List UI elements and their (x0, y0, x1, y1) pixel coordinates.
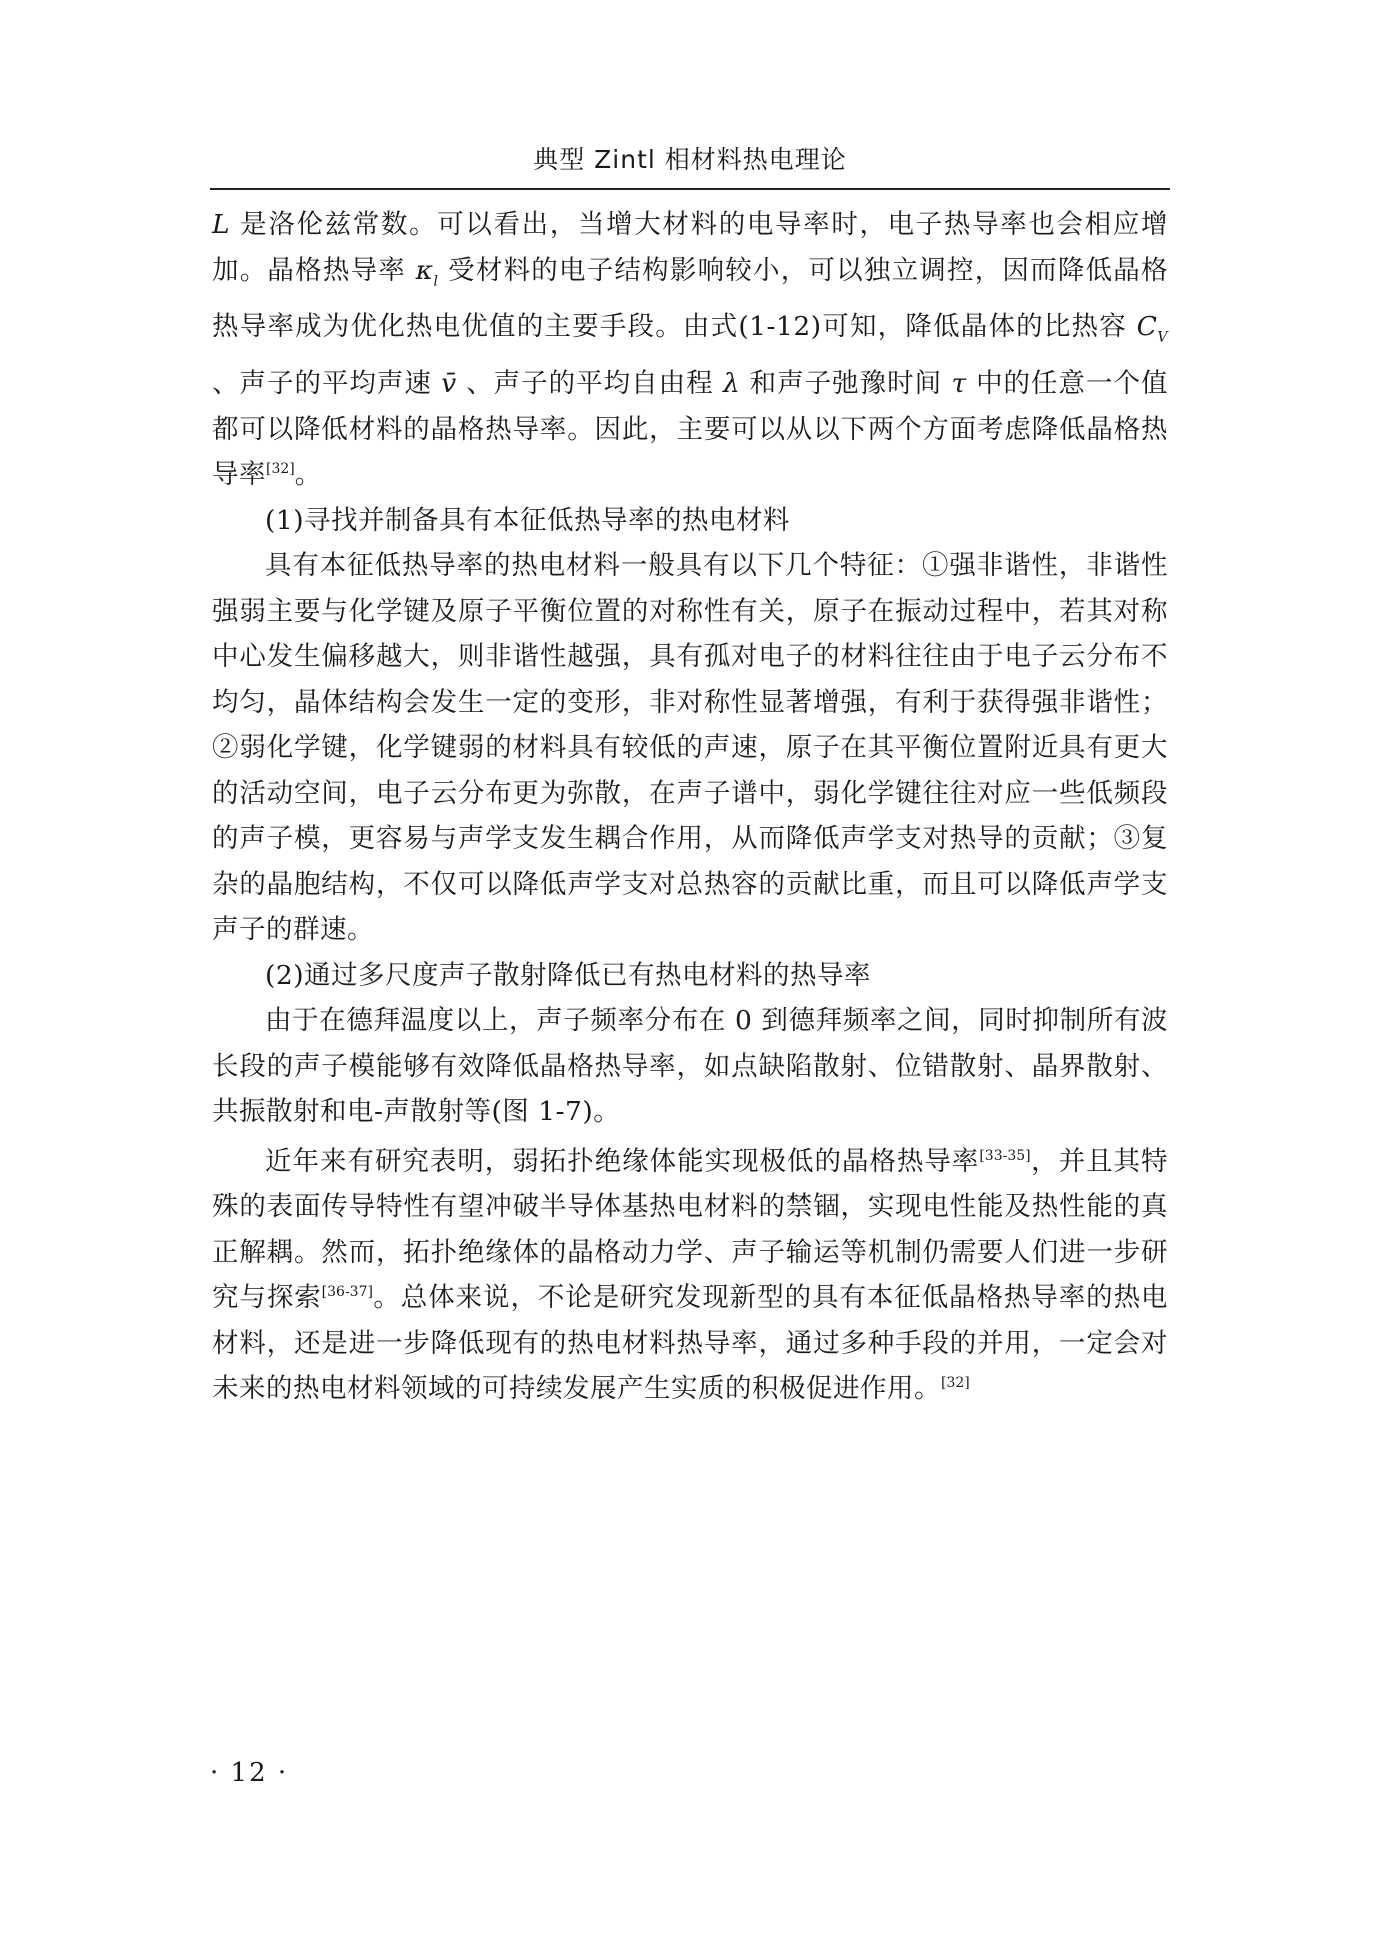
citation-ref: [36-37] (321, 1284, 373, 1301)
subscript-l: l (433, 272, 439, 289)
variable-tau: τ (951, 368, 967, 400)
text-segment: 受材料的电子结构影响较小，可以独立调控，因而降低晶格热导率成为优化热电优值的主要手段。由式(1-12)可知，降低晶体的比热容 (212, 254, 1168, 343)
subheading-multiscale: (2)通过多尺度声子散射降低已有热电材料的热导率 (265, 959, 872, 991)
text-segment: 是洛伦兹常数。可以看出，当增大材料的电导率时，电子热导率也会相应增加。晶格热导率 (212, 209, 1168, 286)
text-segment: 。总体来说，不论是研究发现新型的具有本征低晶格热导率的热电材料，还是进一步降低现有的热电材料热导率，通过多种手段的并用，一定会对未来的热电材料领域的可持续发展产生实质的积极促进作用。 (212, 1282, 1169, 1405)
text-segment: 。 (294, 459, 322, 491)
paragraph-lorenz (212, 202, 1168, 498)
citation-ref: [32] (941, 1375, 970, 1392)
paragraph-topological (212, 1139, 1168, 1412)
text-segment: 、声子的平均自由程 (456, 368, 723, 400)
paragraph-features: 具有本征低热导率的热电材料一般具有以下几个特征：①强非谐性，非谐性强弱主要与化学键及原子平衡位置的对称性有关，原子在振动过程中，若其对称中心发生偏移越大，则非谐性越强，具有孤对电子的材料往往由于电子云分布不均匀，晶体结构会发生一定的变形，非对称性显著增强，有利于获得强非谐性；②弱化学键，化学键弱的材料具有较低的声速，原子在其平衡位置附近具有更大的活动空间，电子云分布更为弥散，在声子谱中，弱化学键往往对应一些低频段的声子模，更容易与声学支发生耦合作用，从而降低声学支对热导的贡献；③复杂的晶胞结构，不仅可以降低声学支对总热容的贡献比重，而且可以降低声学支声子的群速。 (212, 550, 1168, 946)
variable-v-bar: v̄ (441, 368, 457, 400)
citation-ref: [32] (266, 461, 295, 478)
variable-C: C (1136, 311, 1158, 343)
page-number: · 12 · (210, 1758, 289, 1788)
citation-ref: [33-35] (979, 1147, 1031, 1164)
text-segment: ，并且其特殊的表面传导特性有望冲破半导体基热电材料的禁锢，实现电性能及热性能的真正解耦。然而，拓扑绝缘体的晶格动力学、声子输运等机制仍需要人们进一步研究与探索 (212, 1145, 1169, 1314)
running-header: 典型 Zintl 相材料热电理论 (533, 145, 847, 174)
variable-kappa: κ (415, 254, 434, 286)
text-segment: 近年来有研究表明，弱拓扑绝缘体能实现极低的晶格热导率 (265, 1145, 980, 1177)
variable-lambda: λ (722, 368, 741, 400)
subheading-intrinsic: (1)寻找并制备具有本征低热导率的热电材料 (265, 504, 791, 536)
text-segment: 、声子的平均声速 (212, 368, 442, 400)
text-segment: 中的任意一个值都可以降低材料的晶格热导率。因此，主要可以从以下两个方面考虑降低晶格热导率 (212, 368, 1168, 491)
paragraph-scattering: 由于在德拜温度以上，声子频率分布在 0 到德拜频率之间，同时抑制所有波长段的声子模能够有效降低晶格热导率，如点缺陷散射、位错散射、晶界散射、共振散射和电-声散射等(图 1-7)。 (212, 1005, 1168, 1128)
subscript-V: V (1157, 329, 1168, 346)
header-rule (210, 188, 1170, 190)
body-text (212, 202, 1168, 1412)
text-segment: 和声子弛豫时间 (740, 368, 952, 400)
variable-L: L (212, 209, 231, 240)
